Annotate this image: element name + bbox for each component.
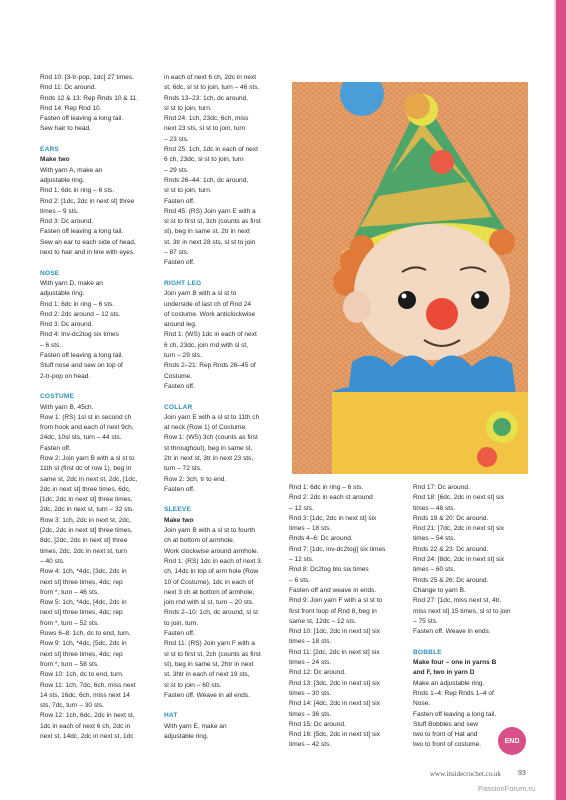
text-line: times – 24 sts. — [289, 659, 332, 667]
text-line: Row 2: 3ch, tr to end. — [164, 475, 227, 483]
text-line: Rnd 21: [7dc, 2dc in next st] six — [413, 525, 504, 533]
section-subheading: Make two — [164, 516, 194, 524]
text-line: from *, turn – 58 sts. — [40, 660, 99, 668]
text-line: first front loop of Rnd 8, beg in — [289, 607, 377, 615]
text-line: from *, turn – 46 sts. — [40, 588, 99, 596]
text-line: Rnd 27: [1dc, miss next st, 4tr, — [413, 597, 502, 605]
text-line: Rnd 8: Dc2tog blo six times — [289, 566, 369, 574]
column-3 — [289, 483, 411, 751]
text-line: Work clockwise around armhole. — [164, 547, 259, 555]
text-line: adjustable ring. — [40, 176, 85, 184]
section-subheading: Make two — [40, 156, 70, 164]
text-line: turn – 29 sts. — [164, 352, 202, 360]
section-heading-costume: COSTUME — [40, 393, 75, 401]
text-line: With yarn E, make an — [164, 722, 227, 730]
text-line: same st, 2dc in next st, 2dc, [1dc, — [40, 475, 138, 483]
column-1 — [40, 73, 160, 742]
text-line: Fasten off. Weave in ends. — [413, 628, 491, 636]
text-line: Rnd 11: (RS) Join yarn F with a — [164, 640, 255, 648]
text-line: Rnds 22 & 23: Dc around. — [413, 545, 489, 553]
text-line: Rnd 14: Rep Rnd 10. — [40, 104, 102, 112]
text-line: st, 3htr in each of next 19 sts, — [164, 671, 250, 679]
text-line: next to hair and in line with eyes. — [40, 249, 135, 257]
text-line: Rnd 4: Inv-dc2tog six times — [40, 331, 119, 339]
text-line: Rnds 13–23: 1ch, dc around, — [164, 94, 249, 102]
text-line: Fasten off. — [164, 630, 195, 638]
text-line: miss next st] 15 times, sl st to join — [413, 607, 511, 615]
text-line: Rnd 25: 1ch, 1dc in each of next — [164, 146, 258, 154]
text-line: Rnd 7: [1dc, inv-dc2tog] six times — [289, 545, 386, 553]
text-line: next 3 ch at bottom of armhole, — [164, 588, 255, 596]
column-4 — [413, 483, 535, 751]
text-line: times – 36 sts. — [289, 710, 332, 718]
text-line: sl st to join, turn. — [164, 187, 212, 195]
text-line: Row 10: 1ch, dc to end, turn. — [40, 671, 124, 679]
clown-photo — [292, 82, 528, 474]
text-line: Rnd 10: [1dc, 2dc in next st] six — [289, 628, 380, 636]
text-line: times – 42 sts. — [289, 741, 332, 749]
section-subheading: Make four – one in yarns B — [413, 659, 497, 667]
text-line: 2dc, 2dc in next st, turn – 32 sts. — [40, 506, 135, 514]
text-line: Rnds 19 & 20: Dc around. — [413, 514, 489, 522]
text-line: 8dc, [2dc, 2dc in next st] three — [40, 537, 128, 545]
text-line: next st] three times, 4dc; rep — [40, 650, 123, 658]
text-line: Rnd 2: 2dc in each st around — [289, 494, 373, 502]
text-line: Fasten off leaving a long tail. — [40, 352, 124, 360]
text-line: Rnd 1: 6dc in ring – 6 sts. — [289, 484, 364, 491]
section-heading-collar: COLLAR — [164, 403, 193, 411]
text-line: join rnd with sl st, turn – 20 sts. — [164, 599, 254, 607]
text-line: two to front of costume. — [413, 741, 482, 749]
text-line: – 12 sts. — [289, 556, 314, 564]
section-subheading: and F, two in yarn D — [413, 669, 475, 677]
text-line: Fasten off. — [164, 259, 195, 267]
text-line: of costume. Work anticlockwise — [164, 310, 256, 318]
section-heading-right-leg: RIGHT LEG — [164, 279, 202, 287]
text-line: Make an adjustable ring. — [413, 679, 485, 687]
text-line: Rnd 1: (RS) 1dc in each of next 3 — [164, 557, 261, 565]
text-line: Fasten off. — [164, 197, 195, 205]
text-line: Rnd 24: 1ch, 23dc, 6ch, miss — [164, 115, 249, 123]
text-line: Rnd 1: (WS) 1dc in each of next — [164, 331, 257, 339]
text-line: 24dc, 10sl sts, turn – 44 sts. — [40, 434, 122, 442]
clown-illustration — [292, 82, 528, 474]
text-line: – 75 sts. — [413, 617, 438, 625]
text-line: Row 1: (WS) 3ch (counts as first — [164, 434, 258, 442]
text-line: Rnds 2–21: Rep Rnds 26–45 of — [164, 362, 256, 370]
text-line: next st] three times, 4dc; rep — [40, 609, 123, 617]
text-line: – 23 sts. — [164, 135, 189, 143]
text-line: Costume. — [164, 372, 193, 380]
text-line: 2tr in next st, 3tr in next 23 sts, — [164, 454, 254, 462]
text-line: Rnd 45: (RS) Join yarn E with a — [164, 207, 256, 215]
text-line: Rnds 2–10: 1ch, dc around, sl st — [164, 609, 258, 617]
text-line: times, 2dc, 2dc in next st, turn — [40, 547, 127, 555]
text-line: st, 3tr in next 28 sts, sl st to join — [164, 238, 256, 246]
edge-stripe — [556, 0, 566, 800]
text-line: Rnd 11: Dc around. — [40, 84, 97, 92]
text-line: Change to yarn B. — [413, 586, 466, 594]
text-line: st), beg in same st, 2htr in next — [164, 660, 254, 668]
text-line: from hook and each of next 9ch, — [40, 424, 134, 432]
text-line: sl st to first st, 2ch (counts as first — [164, 650, 261, 658]
section-heading-ears: EARS — [40, 146, 59, 154]
text-line: st, 6dc, sl st to join, turn – 46 sts. — [164, 84, 260, 92]
text-line: Stuff Bobbles and sew — [413, 720, 479, 728]
text-line: Rnds 4–6: Dc around. — [289, 535, 353, 543]
text-line: Rnd 16: [5dc, 2dc in next st] six — [289, 731, 380, 739]
text-line: – 6 sts. — [40, 341, 62, 349]
text-line: Rnd 3: Dc around. — [40, 218, 94, 226]
text-line: Join yarn B with a sl st to fourth — [164, 527, 255, 535]
text-line: Nose. — [413, 700, 431, 708]
text-line: – 87 sts. — [164, 249, 189, 257]
text-line: turn – 72 sts. — [164, 465, 202, 473]
section-heading-bobble: BOBBLE — [413, 648, 442, 656]
text-line: st), beg in same st, 2tr in next — [164, 228, 250, 236]
text-line: to join, turn. — [164, 619, 199, 627]
text-line: Rnd 3: Dc around. — [40, 321, 94, 329]
text-line: Rnd 2: [1dc, 2dc in next st] three — [40, 197, 135, 205]
text-line: Row 4: 1ch, *4dc, [3dc, 2dc in — [40, 568, 127, 576]
text-line: 2-tr-pop on head. — [40, 372, 91, 380]
text-line: next st] three times, 4dc; rep — [40, 578, 123, 586]
text-line: Rnds 26–44: 1ch, dc around, — [164, 176, 249, 184]
page-number: 93 — [518, 770, 526, 777]
text-line: Fasten off and weave in ends. — [289, 586, 377, 594]
end-badge: END — [498, 727, 526, 755]
text-line: Rnd 15: Dc around. — [289, 720, 346, 728]
text-line: sl st to join, turn. — [164, 104, 212, 112]
text-line: Fasten off leaving a long tail. — [413, 710, 497, 718]
text-line: times – 18 sts. — [289, 638, 332, 646]
text-line: adjustable ring. — [40, 290, 85, 298]
text-line: times – 54 sts. — [413, 535, 456, 543]
text-line: Rnd 18: [6dc, 2dc in next st] six — [413, 494, 504, 502]
text-line: – 12 sts. — [289, 504, 314, 512]
text-line: Rnd 11: [2dc, 2dc in next st] six — [289, 648, 380, 656]
text-line: Sew hair to head. — [40, 125, 91, 133]
text-line: Rnd 14: [4dc, 2dc in next st] six — [289, 700, 380, 708]
text-line: times – 9 sts. — [40, 207, 79, 215]
text-line: sts, 7dc, turn – 30 sts. — [40, 702, 105, 710]
text-line: underside of last ch of Rnd 24 — [164, 300, 251, 308]
column-2 — [164, 73, 288, 742]
text-line: two to front of Hat and — [413, 731, 478, 739]
text-line: adjustable ring. — [164, 733, 209, 740]
text-line: st throughout), beg in same st, — [164, 444, 253, 452]
text-line: Stuff nose and sew on top of — [40, 362, 123, 370]
text-line: 6 ch, 23dc, sl st to join, turn — [164, 156, 244, 164]
text-line: Fasten off. — [164, 485, 195, 493]
text-line: 10 of Costume), 1dc in each of — [164, 578, 254, 586]
text-line: from *, turn – 52 sts. — [40, 619, 99, 627]
text-line: times – 60 sts. — [413, 566, 456, 574]
text-line: times – 48 sts. — [413, 504, 456, 512]
text-line: Row 11: 1ch, 7dc, 6ch, miss next — [40, 681, 136, 689]
text-line: Rnds 25 & 26: Dc around. — [413, 576, 489, 584]
text-line: ch, 14dc in top of arm hole (Row — [164, 568, 259, 576]
text-line: Fasten off. Weave in all ends. — [164, 691, 251, 699]
text-line: at neck (Row 1) of Costume. — [164, 424, 247, 432]
text-line: Join yarn E with a sl st to 11th ch — [164, 413, 260, 421]
text-line: ch at bottom of armhole. — [164, 537, 235, 545]
watermark: PassionForum.ru — [478, 784, 536, 793]
text-line: Rnd 3: [1dc, 2dc in next st] six — [289, 514, 377, 522]
text-line: With yarn B, 45ch. — [40, 403, 94, 411]
text-line: Rnd 1: 6dc in ring – 6 sts. — [40, 300, 115, 308]
text-line: Fasten off. — [164, 382, 195, 390]
text-line: next st, 14dc, 2dc in next st, 1dc — [40, 733, 134, 740]
text-line: in each of next 6 ch, 2dc in next — [164, 74, 257, 81]
text-line: Row 3: 1ch, 2dc in next st, 2dc, — [40, 516, 131, 524]
text-line: same st, 12dc – 12 sts. — [289, 617, 357, 625]
text-line: Rnd 13: [3dc, 2dc in next st] six — [289, 679, 380, 687]
text-line: Rnd 1: 6dc in ring – 6 sts. — [40, 187, 115, 195]
text-line: Rnd 17: Dc around. — [413, 484, 470, 491]
text-line: Rows 6–8: 1ch, dc to end, turn. — [40, 630, 131, 638]
text-line: Fasten off leaving a long tail. — [40, 115, 124, 123]
text-line: 6 ch, 23dc, join rnd with sl st, — [164, 341, 249, 349]
section-heading-nose: NOSE — [40, 269, 60, 277]
text-line: With yarn A, make an — [40, 166, 103, 174]
text-line: next 23 sts, sl st to join, turn — [164, 125, 246, 133]
text-line: [2dc, 2dc in next st] three times, — [40, 527, 133, 535]
text-line: Rnd 10: [3-tr-pop, 1dc] 27 times. — [40, 74, 134, 81]
text-line: Row 5: 1ch, *4dc, [4dc, 2dc in — [40, 599, 127, 607]
text-line: – 40 sts. — [40, 557, 65, 565]
text-line: 11th st (first dc of row 1), beg in — [40, 465, 132, 473]
text-line: Rnds 1–4: Rep Rnds 1–4 of — [413, 689, 494, 697]
text-line: 14 sts, 16dc, 6ch, miss next 14 — [40, 691, 130, 699]
text-line: Row 9: 1ch, *4dc, [5dc, 2dc in — [40, 640, 127, 648]
text-line: Rnds 12 & 13: Rep Rnds 10 & 11. — [40, 94, 139, 102]
footer-url: www.insidecrochet.co.uk — [430, 770, 501, 778]
text-line: Row 1: (RS) 1sl st in second ch — [40, 413, 132, 421]
text-line: 1dc in each of next 6 ch, 2dc in — [40, 722, 131, 730]
text-line: – 29 sts. — [164, 166, 189, 174]
text-line: Row 12: 1ch, 6dc, 2dc in next st, — [40, 712, 135, 720]
text-line: [1dc, 2dc in next st] three times, — [40, 496, 133, 504]
text-line: Join yarn B with a sl st to — [164, 290, 237, 298]
text-line: Row 2: Join yarn B with a sl st to — [40, 454, 135, 462]
text-line: Rnd 12: Dc around. — [289, 669, 346, 677]
section-heading-hat: HAT — [164, 712, 178, 720]
section-heading-sleeve: SLEEVE — [164, 506, 192, 514]
text-line: Fasten off. — [40, 444, 71, 452]
text-line: Fasten off leaving a long tail. — [40, 228, 124, 236]
text-line: sl st to join – 60 sts. — [164, 681, 222, 689]
text-line: around leg. — [164, 321, 197, 329]
text-line: Rnd 24: [8dc, 2dc in next st] six — [413, 556, 504, 564]
text-line: – 6 sts. — [289, 576, 311, 584]
text-line: times – 18 sts. — [289, 525, 332, 533]
text-line: sl st to first st, 3ch (counts as first — [164, 218, 261, 226]
text-line: Rnd 2: 2dc around – 12 sts. — [40, 310, 121, 318]
text-line: Sew an ear to each side of head, — [40, 238, 136, 246]
text-line: Rnd 9: Join yarn F with a sl st to — [289, 597, 383, 605]
text-line: times – 30 sts. — [289, 689, 332, 697]
text-line: With yarn D, make an — [40, 279, 103, 287]
text-line: 2dc in next st] three times, 6dc, — [40, 485, 131, 493]
